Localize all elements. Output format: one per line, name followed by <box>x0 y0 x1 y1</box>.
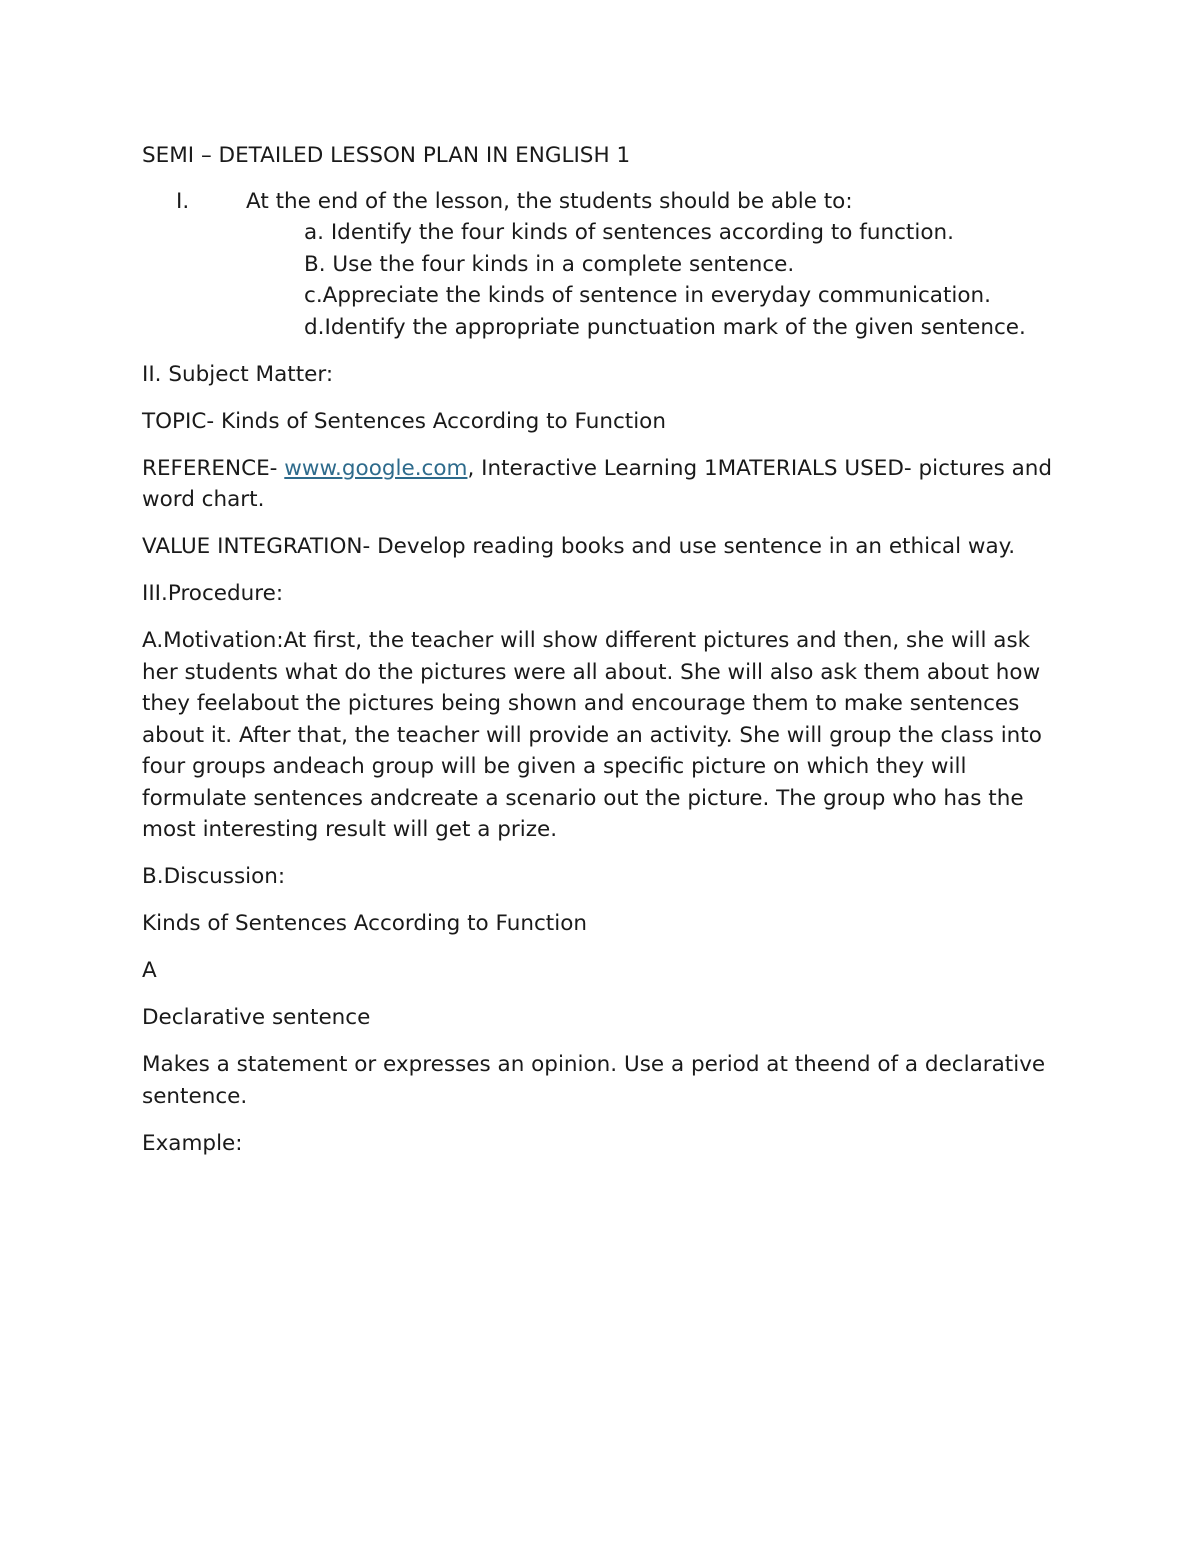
procedure-heading: III.Procedure: <box>142 581 284 606</box>
kind-letter: A <box>142 958 157 983</box>
value-integration-line: VALUE INTEGRATION- Develop reading books and use sentence in an ethical way. <box>142 534 1016 559</box>
reference-suffix: , Interactive Learning 1MATERIALS USED- pictures and word chart. <box>142 455 1053 512</box>
objectives-heading <box>142 186 1067 218</box>
subject-matter-heading: II. Subject Matter: <box>142 361 334 387</box>
topic-line: TOPIC- Kinds of Sentences According to Function <box>142 408 666 434</box>
objectives-list <box>304 217 1067 343</box>
reference-prefix: REFERENCE- <box>142 455 285 481</box>
kind-name: Declarative sentence <box>142 1005 371 1030</box>
example-label: Example: <box>142 1130 243 1156</box>
objective-item: a. Identify the four kinds of sentences according to function. <box>304 220 954 245</box>
objectives-intro: At the end of the lesson, the students should be able to: <box>246 188 853 214</box>
kind-description: Makes a statement or expresses an opinion. Use a period at theend of a declarative sentence. <box>142 1052 1046 1109</box>
motivation-paragraph: A.Motivation:At first, the teacher will show different pictures and then, she will ask her students what do the pictures were all about. She will also ask them about how they feelabout the pictures being shown and encourage them to make sentences about it. After that, the teacher will provide an activity. She will group the class into four groups andeach group will be given a specific picture on which they will formulate sentences andcreate a scenario out the picture. The group who has the most interesting result will get a prize. <box>142 628 1042 842</box>
objective-item: c.Appreciate the kinds of sentence in everyday communication. <box>304 283 992 308</box>
reference-link[interactable]: www.google.com <box>284 455 468 481</box>
reference-line <box>142 453 1067 516</box>
document-title: SEMI – DETAILED LESSON PLAN IN ENGLISH 1 <box>142 143 631 168</box>
document-body <box>142 140 1067 1175</box>
objective-item: B. Use the four kinds in a complete sentence. <box>304 251 795 277</box>
discussion-heading: B.Discussion: <box>142 864 286 889</box>
discussion-title: Kinds of Sentences According to Function <box>142 911 587 936</box>
objective-item: d.Identify the appropriate punctuation mark of the given sentence. <box>304 314 1026 340</box>
objectives-numeral: I. <box>176 188 190 214</box>
